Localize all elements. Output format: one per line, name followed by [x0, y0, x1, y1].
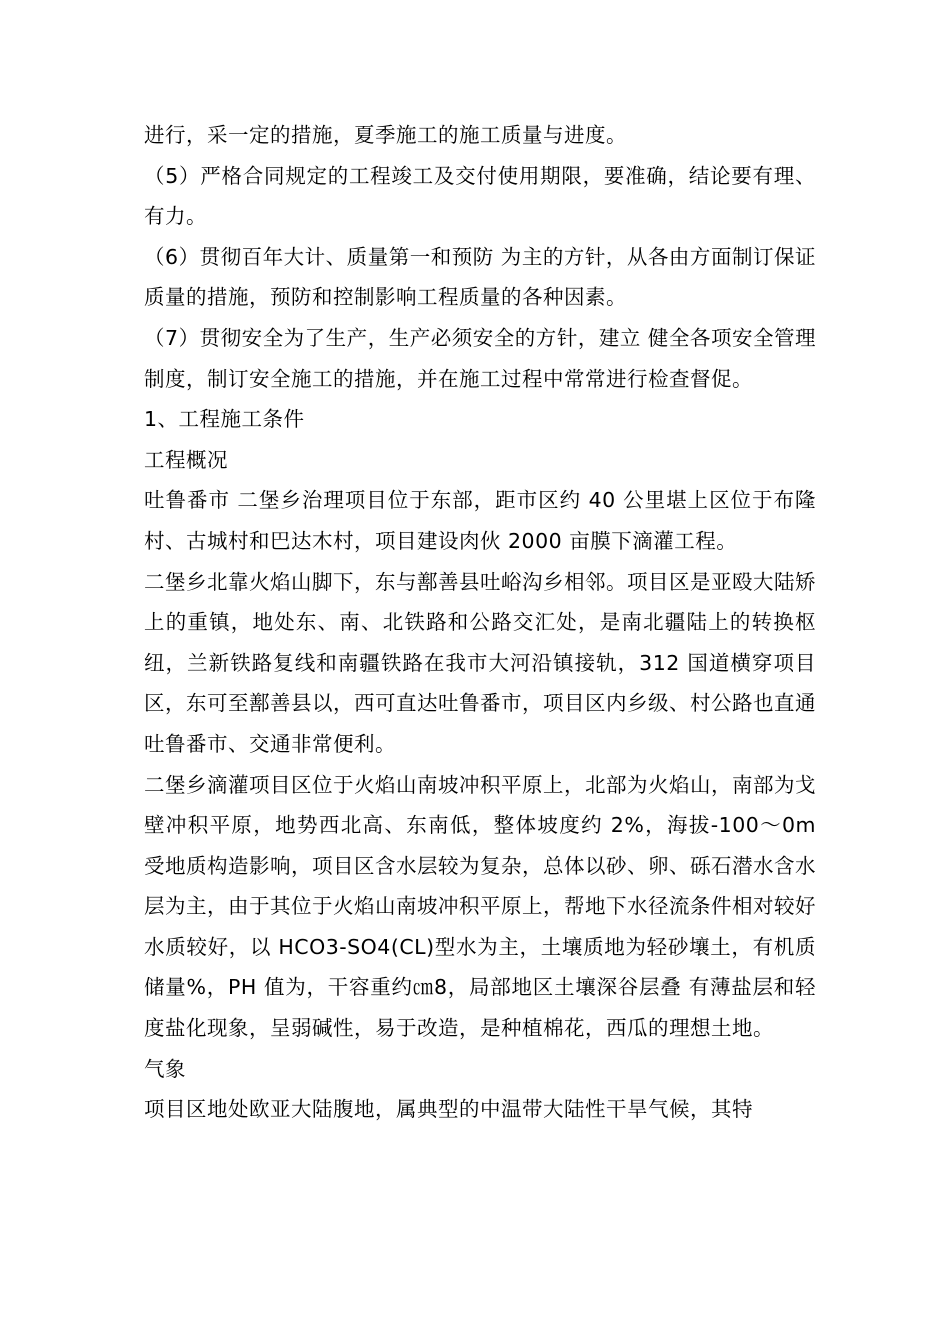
paragraph-construction-progress: 进行，采一定的措施，夏季施工的施工质量与进度。	[144, 123, 627, 147]
document-page	[144, 115, 816, 1130]
paragraph-geology-soil: 二堡乡滴灌项目区位于火焰山南坡冲积平原上，北部为火焰山，南部为戈壁冲积平原，地势西北高、东南低，整体坡度约 2%，海拔-100～0m 受地质构造影响，项目区含水层较为复杂，总体以砂、卵、砾石潜水含水层为主，由于其位于火焰山南坡冲积平原上，帮地下水径流条件相对较好水质较好，以 HCO3-SO4(CL)型水为主，土壤质地为轻砂壤土，有机质储量%，PH 值为，干容重约㎝8，局部地区土壤深谷层叠 有薄盐层和轻度盐化现象，呈弱碱性，易于改造，是种植棉花，西瓜的理想土地。	[144, 772, 816, 1041]
section-heading-construction-conditions: 1、工程施工条件	[144, 407, 305, 432]
paragraph-item-6: （6）贯彻百年大计、质量第一和预防 为主的方针，从各由方面制订保证质量的措施，预防和控制影响工程质量的各种因素。	[144, 244, 816, 310]
paragraph-item-7: （7）贯彻安全为了生产，生产必须安全的方针，建立 健全各项安全管理 制度，制订安全施工的措施，并在施工过程中常常进行检查督促。	[144, 325, 816, 391]
paragraph-project-location: 吐鲁番市 二堡乡治理项目位于东部，距市区约 40 公里堪上区位于布隆村、古城村和巴达木村，项目建设肉伙 2000 亩膜下滴灌工程。	[144, 488, 816, 553]
subheading-climate: 气象	[144, 1056, 186, 1081]
paragraph-climate: 项目区地处欧亚大陆腹地，属典型的中温带大陆性干旱气候，其特	[144, 1097, 753, 1122]
subheading-project-overview: 工程概况	[144, 447, 228, 472]
paragraph-item-5: （5）严格合同规定的工程竣工及交付使用期限，要准确，结论要有理、有力。	[144, 163, 816, 229]
paragraph-transportation: 二堡乡北靠火焰山脚下，东与鄯善县吐峪沟乡相邻。项目区是亚殴大陆矫上的重镇，地处东、南、北铁路和公路交汇处，是南北疆陆上的转换枢纽，兰新铁路复线和南疆铁路在我市大河沿镇接轨，312 国道横穿项目区，东可至鄯善县以，西可直达吐鲁番市，项目区内乡级、村公路也直通吐鲁番市、交通非常便利。	[144, 569, 816, 756]
